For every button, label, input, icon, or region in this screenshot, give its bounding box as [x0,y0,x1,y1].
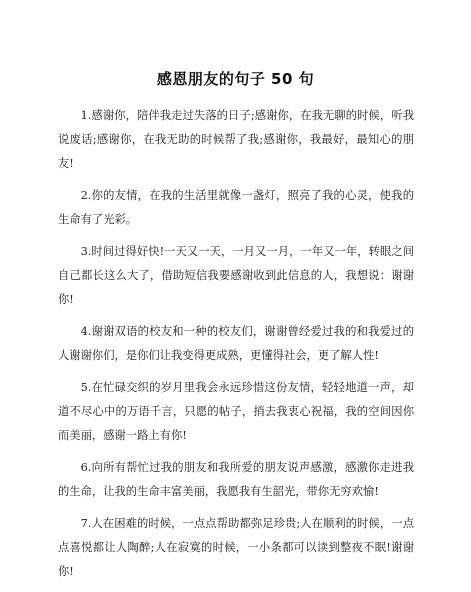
paragraph-list [58,104,414,592]
paragraph-2: 2.你的友情，在我的生活里就像一盏灯，照亮了我的心灵，使我的生命有了光彩。 [58,189,414,226]
paragraph-6: 6.向所有帮忙过我的朋友和我所爱的朋友说声感激，感激你走进我的生命，让我的生命丰富美丽，我愿我有生韶光，带你无穷欢愉! [58,461,414,498]
paragraph-5: 5.在忙碌交织的岁月里我会永远珍惜这份友情，轻轻地道一声，却道不尽心中的万语千言，只愿的帖子，捎去我衷心祝福，我的空间因你而美丽，感谢一路上有你! [58,381,414,442]
paragraph-4: 4.谢谢双语的校友和一种的校友们，谢谢曾经爱过我的和我爱过的人谢谢你们，是你们让我变得更成熟，更懂得社会，更了解人性! [58,325,414,362]
paragraph-3: 3.时间过得好快!一天又一天，一月又一月，一年又一年，转眼之间自己都长这么大了，借助短信我要感谢收到此信息的人，我想说：谢谢你! [58,245,414,306]
document-title: 感恩朋友的句子 50 句 [156,70,315,88]
paragraph-1: 1.感谢你，陪伴我走过失落的日子;感谢你，在我无聊的时候，听我说废话;感谢你，在我无助的时候帮了我;感谢你，我最好，最知心的朋友! [58,109,414,170]
paragraph-7: 7.人在困难的时候，一点点帮助都弥足珍贵;人在顺利的时候，一点点喜悦都让人陶醉;人在寂寞的时候，一小条都可以读到整夜不眠!谢谢你! [58,517,414,578]
